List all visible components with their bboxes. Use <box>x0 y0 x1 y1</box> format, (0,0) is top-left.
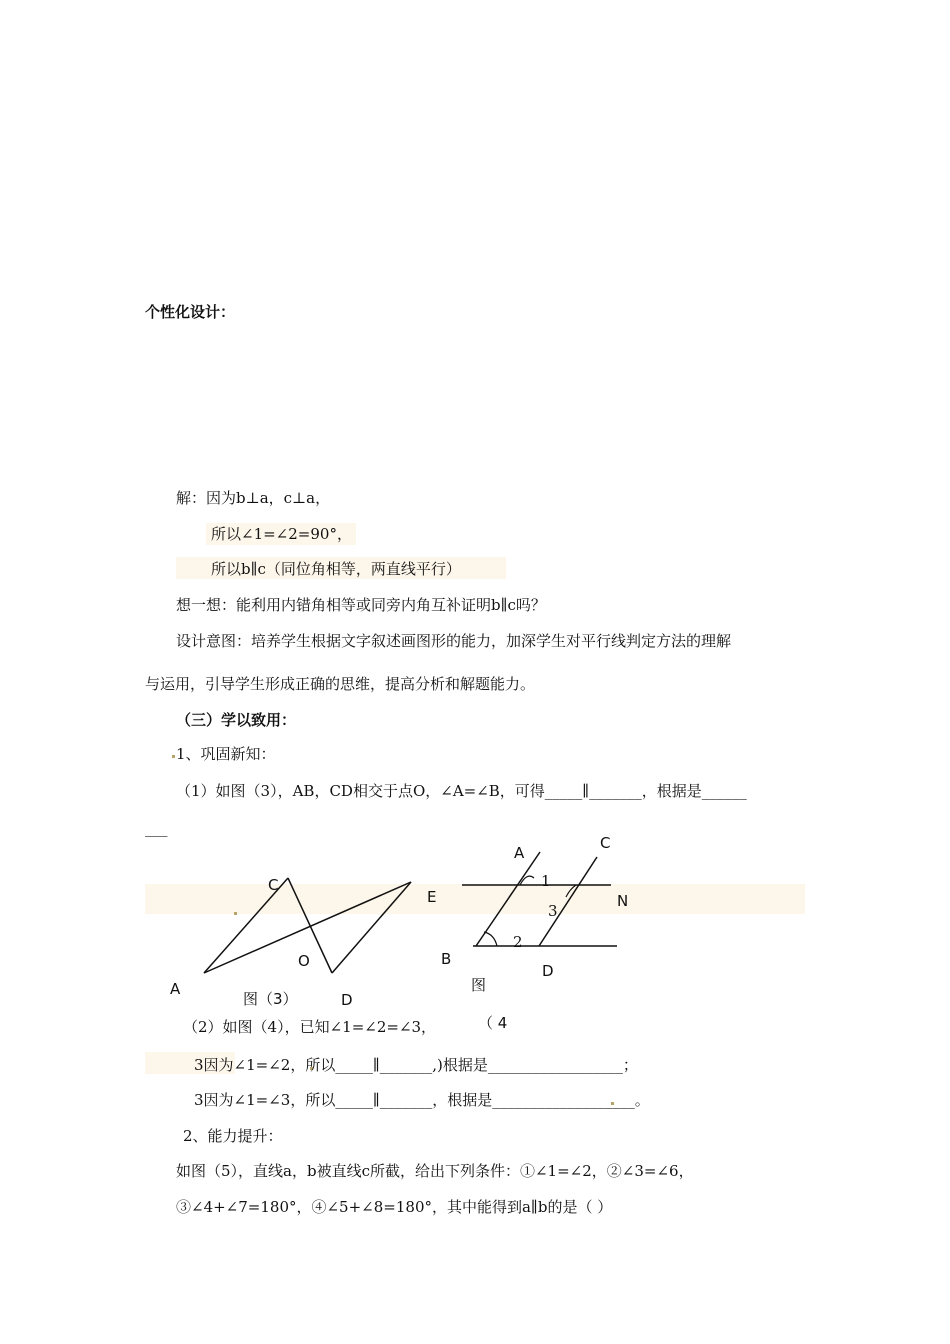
fig4-caption-paren: （ 4 <box>478 1014 508 1032</box>
fig4-label-three: 3 <box>548 902 558 920</box>
ability-paragraph-1: 如图（5），直线a，b被直线c所截，给出下列条件：①∠1=∠2，②∠3=∠6， <box>176 1162 694 1180</box>
design-intent-line-2: 与运用，引导学生形成正确的思维，提高分析和解题能力。 <box>145 675 536 693</box>
section-heading: 个性化设计： <box>145 303 236 321</box>
fig4-label-c: C <box>600 834 611 852</box>
fig3-label-e: E <box>427 888 437 906</box>
fig3-label-o: O <box>298 952 310 970</box>
ability-title: 2、能力提升： <box>183 1127 283 1145</box>
section3-title: （三）学以致用： <box>176 711 297 729</box>
fig4-label-a: A <box>514 844 525 862</box>
question-2-line-b: 3因为∠1=∠3，所以_____∥_______，根据是___________________。 <box>194 1091 650 1109</box>
fig3-caption: 图（3） <box>243 990 298 1008</box>
design-intent-line-1: 设计意图：培养学生根据文字叙述画图形的能力，加深学生对平行线判定方法的理解 <box>176 632 732 650</box>
fig4-label-two: 2 <box>513 933 523 951</box>
fig3-label-a: A <box>170 980 181 998</box>
fig4-label-b: B <box>441 950 452 968</box>
fig4-caption: 图 <box>471 976 487 994</box>
fig3-label-d: D <box>341 991 353 1009</box>
question-2-intro: （2）如图（4），已知∠1=∠2=∠3， <box>183 1018 437 1036</box>
solution-line-1: 解：因为b⊥a，c⊥a， <box>176 489 331 507</box>
question-2-line-a: 3因为∠1=∠2，所以_____∥_______,)根据是__________________； <box>194 1056 638 1074</box>
fig3-label-c: C <box>268 876 279 894</box>
ability-paragraph-2: ③∠4+∠7=180°，④∠5+∠8=180°，其中能得到a∥b的是（ ） <box>176 1198 613 1216</box>
question-1-tail: ___ <box>145 819 168 837</box>
fig4-label-n: N <box>617 892 629 910</box>
fig4-label-d: D <box>542 962 554 980</box>
fig4-label-one: 1 <box>541 872 551 890</box>
subsection-1-title: 1、巩固新知： <box>176 745 276 763</box>
solution-line-3: 所以b∥c（同位角相等，两直线平行） <box>211 560 461 578</box>
fig4-angle-2-arc <box>484 932 497 946</box>
think-question: 想一想：能利用内错角相等或同旁内角互补证明b∥c吗？ <box>176 596 546 614</box>
solution-line-2: 所以∠1=∠2=90°， <box>211 525 352 543</box>
question-1: （1）如图（3），AB，CD相交于点O，∠A=∠B，可得_____∥_______，根据是______ <box>176 782 747 800</box>
